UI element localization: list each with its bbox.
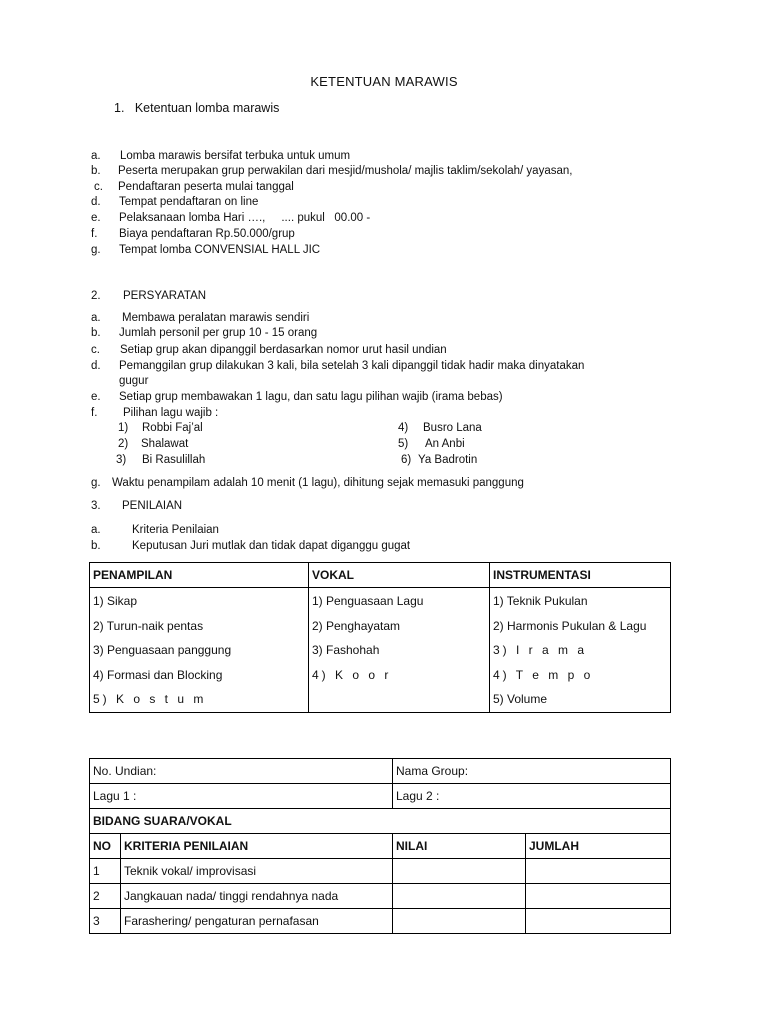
column-header: INSTRUMENTASI [490,563,671,588]
song-name: Shalawat [141,438,189,450]
criteria-header-row [90,563,671,588]
list-item: Peserta merupakan grup perwakilan dari mesjid/mushola/ majlis taklim/sekolah/ yayasan, [118,165,573,177]
row-criteria: Teknik vokal/ improvisasi [121,859,393,884]
lagu2-cell: Lagu 2 : [393,784,671,809]
row-number: 1 [90,859,121,884]
song-number: 2) [118,438,129,450]
bidang-cell: BIDANG SUARA/VOKAL [90,809,671,834]
list-letter: a. [91,524,101,536]
criteria-item: 4) T e m p o [493,667,594,682]
section1-heading: 1. Ketentuan lomba marawis [114,101,280,115]
criteria-item: 2) Turun-naik pentas [93,618,204,633]
list-item: Biaya pendaftaran Rp.50.000/grup [119,228,295,240]
criteria-body-row [90,588,671,713]
list-letter: c. [94,181,103,193]
criteria-item: 1) Penguasaan Lagu [312,594,424,608]
column-header: VOKAL [309,563,490,588]
jumlah-cell[interactable] [526,859,671,884]
list-item: Setiap grup akan dipanggil berdasarkan nomor urut hasil undian [120,344,447,356]
list-item: Pilihan lagu wajib : [123,407,219,419]
list-letter: f. [91,407,98,419]
column-header: PENAMPILAN [90,563,309,588]
list-item: Waktu penampilam adalah 10 menit (1 lagu), dihitung sejak memasuki panggung [112,477,524,489]
list-item: Tempat lomba CONVENSIAL HALL JIC [119,244,321,256]
song-name: Busro Lana [423,422,482,434]
table-row [90,809,671,834]
criteria-item: 2) Penghayatam [312,618,401,633]
list-letter: g. [91,477,101,489]
criteria-item: 1) Teknik Pukulan [493,594,588,608]
song-name: Bi Rasulillah [142,454,206,466]
jumlah-cell[interactable] [526,909,671,934]
criteria-column-penampilan [90,588,309,713]
song-number: 4) [398,422,409,434]
row-criteria: Jangkauan nada/ tinggi rendahnya nada [121,884,393,909]
section2-number: 2. [91,290,101,302]
nilai-cell[interactable] [393,859,526,884]
list-item: Keputusan Juri mutlak dan tidak dapat diganggu gugat [132,540,411,552]
criteria-item: 4) K o o r [312,667,392,682]
criteria-column-vokal [309,588,490,713]
criteria-item: 3) I r a m a [493,643,588,657]
column-header: NO [90,834,121,859]
row-number: 3 [90,909,121,934]
song-number: 5) [398,438,409,450]
list-letter: e. [91,212,101,224]
column-header: KRITERIA PENILAIAN [121,834,393,859]
list-letter: b. [91,327,101,339]
list-item: Membawa peralatan marawis sendiri [122,312,310,324]
column-header: JUMLAH [526,834,671,859]
song-name: Robbi Faj’al [142,422,203,434]
lagu1-cell: Lagu 1 : [90,784,393,809]
table-header-row [90,834,671,859]
no-undian-cell: No. Undian: [90,759,393,784]
list-letter: d. [91,360,101,372]
table-row [90,859,671,884]
list-item: Tempat pendaftaran on line [119,196,259,208]
list-letter: b. [91,165,101,177]
nama-group-cell: Nama Group: [393,759,671,784]
nilai-cell[interactable] [393,909,526,934]
criteria-item: 5) Volume [493,692,548,706]
list-letter: b. [91,540,101,552]
list-item: gugur [119,375,149,387]
table-row [90,784,671,809]
song-name: Ya Badrotin [418,454,478,466]
criteria-item: 2) Harmonis Pukulan & Lagu [493,618,647,633]
score-table [89,758,671,934]
section3-heading: PENILAIAN [122,500,183,512]
list-item: Pendaftaran peserta mulai tanggal [118,181,294,193]
criteria-item: 4) Formasi dan Blocking [93,667,223,682]
document-title: KETENTUAN MARAWIS [310,74,458,89]
list-letter: g. [91,244,101,256]
song-number: 6) [401,454,412,466]
list-item: Setiap grup membawakan 1 lagu, dan satu lagu pilihan wajib (irama bebas) [119,391,503,403]
row-number: 2 [90,884,121,909]
criteria-table [89,562,671,713]
list-item: Lomba marawis bersifat terbuka untuk umum [120,150,351,162]
song-number: 1) [118,422,129,434]
criteria-item: 3) Fashohah [312,643,380,657]
list-letter: d. [91,196,101,208]
nilai-cell[interactable] [393,884,526,909]
list-item: Pemanggilan grup dilakukan 3 kali, bila setelah 3 kali dipanggil tidak hadir maka dinyatakan [119,360,585,372]
criteria-item: 3) Penguasaan panggung [93,643,232,657]
table-row [90,909,671,934]
list-item: Kriteria Penilaian [132,524,219,536]
table-row [90,759,671,784]
criteria-item: 5) K o s t u m [93,692,207,706]
column-header: NILAI [393,834,526,859]
list-item: Jumlah personil per grup 10 - 15 orang [119,327,318,339]
row-criteria: Farashering/ pengaturan pernafasan [121,909,393,934]
table-row [90,884,671,909]
song-name: An Anbi [425,438,465,450]
list-letter: e. [91,391,101,403]
section2-heading: PERSYARATAN [123,290,207,302]
list-letter: a. [91,312,101,324]
list-item: Pelaksanaan lomba Hari …., .... pukul 00.00 - [119,212,371,224]
criteria-item: 1) Sikap [93,594,138,608]
list-letter: a. [91,150,101,162]
list-letter: f. [91,228,98,240]
song-number: 3) [116,454,127,466]
jumlah-cell[interactable] [526,884,671,909]
criteria-column-instrumentasi [490,588,671,713]
list-letter: c. [91,344,100,356]
section3-number: 3. [91,500,101,512]
